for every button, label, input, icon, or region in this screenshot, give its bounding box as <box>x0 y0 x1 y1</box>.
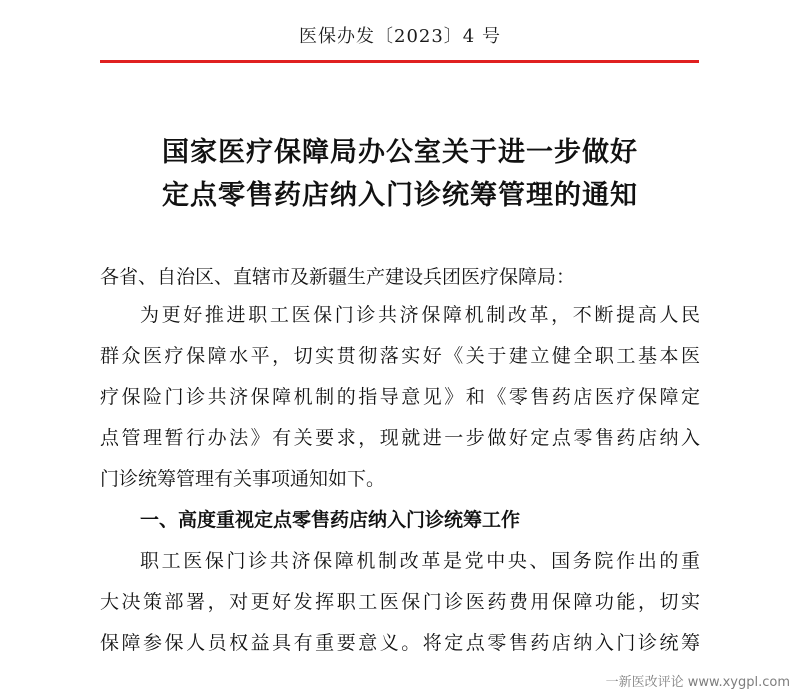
paragraph-1-line: 群众医疗保障水平，切实贯彻落实好《关于建立健全职工基本医 <box>100 345 700 367</box>
paragraph-2-line: 保障参保人员权益具有重要意义。将定点零售药店纳入门诊统筹 <box>100 632 700 654</box>
paragraph-2-line: 大决策部署，对更好发挥职工医保门诊医药费用保障功能，切实 <box>100 591 700 613</box>
paragraph-2-line: 职工医保门诊共济保障机制改革是党中央、国务院作出的重 <box>140 550 700 572</box>
addressee-line: 各省、自治区、直辖市及新疆生产建设兵团医疗保障局： <box>100 266 576 288</box>
watermark: 一新医改评论 www.xygpl.com <box>604 671 792 690</box>
paragraph-1-line: 疗保险门诊共济保障机制的指导意见》和《零售药店医疗保障定 <box>100 386 700 408</box>
red-divider-line <box>100 60 699 63</box>
paragraph-1-line: 点管理暂行办法》有关要求，现就进一步做好定点零售药店纳入 <box>100 427 700 449</box>
document-title-line-2: 定点零售药店纳入门诊统筹管理的通知 <box>162 180 638 211</box>
paragraph-1-line: 为更好推进职工医保门诊共济保障机制改革，不断提高人民 <box>140 304 700 326</box>
document-number: 医保办发〔2023〕4 号 <box>299 26 501 47</box>
section-1-heading: 一、高度重视定点零售药店纳入门诊统筹工作 <box>140 509 521 531</box>
document-title-line-1: 国家医疗保障局办公室关于进一步做好 <box>162 137 638 168</box>
paragraph-1-line: 门诊统筹管理有关事项通知如下。 <box>100 468 386 490</box>
